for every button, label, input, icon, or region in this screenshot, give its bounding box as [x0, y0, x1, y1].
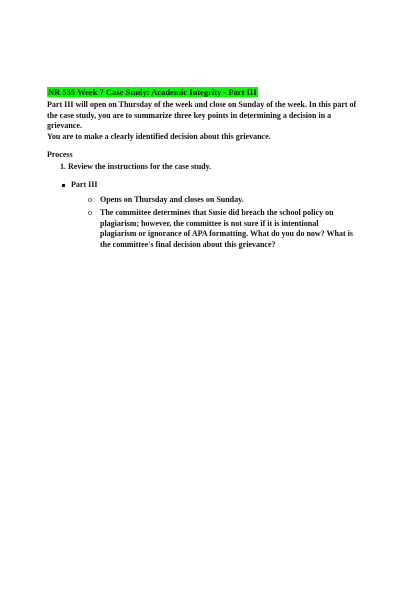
- part-label: Part III: [71, 180, 98, 189]
- sub-bullet-text: Opens on Thursday and closes on Sunday.: [100, 195, 244, 204]
- sub-bullet-item: [88, 208, 354, 250]
- step-number: 1.: [60, 162, 66, 171]
- circle-bullet-icon: o: [88, 208, 92, 217]
- step-text: Review the instructions for the case study.: [68, 162, 212, 171]
- process-heading: Process: [47, 150, 73, 159]
- intro-decision-line: You are to make a clearly identified decision about this grievance.: [47, 131, 271, 141]
- sub-bullet-item: [88, 195, 354, 206]
- intro-paragraph: Part III will open on Thursday of the week and close on Sunday of the week. In this part of the case study, you are to summarize three key points in determining a decision in a grievance.: [47, 100, 357, 130]
- part-bullet: [62, 180, 97, 190]
- square-bullet-icon: [62, 184, 65, 187]
- circle-bullet-icon: o: [88, 195, 92, 204]
- intro-block: [47, 100, 362, 142]
- document-title: NR 535 Week 7 Case Study: Academic Integrity - Part III: [48, 87, 257, 97]
- sub-bullet-text: The committee determines that Susie did breach the school policy on plagiarism; however, the committee is not sure if it is intentional plagiarism or ignorance of APA formatting. What do you do now? What is the committee's final decision about this grievance?: [100, 208, 353, 249]
- numbered-step: [60, 162, 211, 172]
